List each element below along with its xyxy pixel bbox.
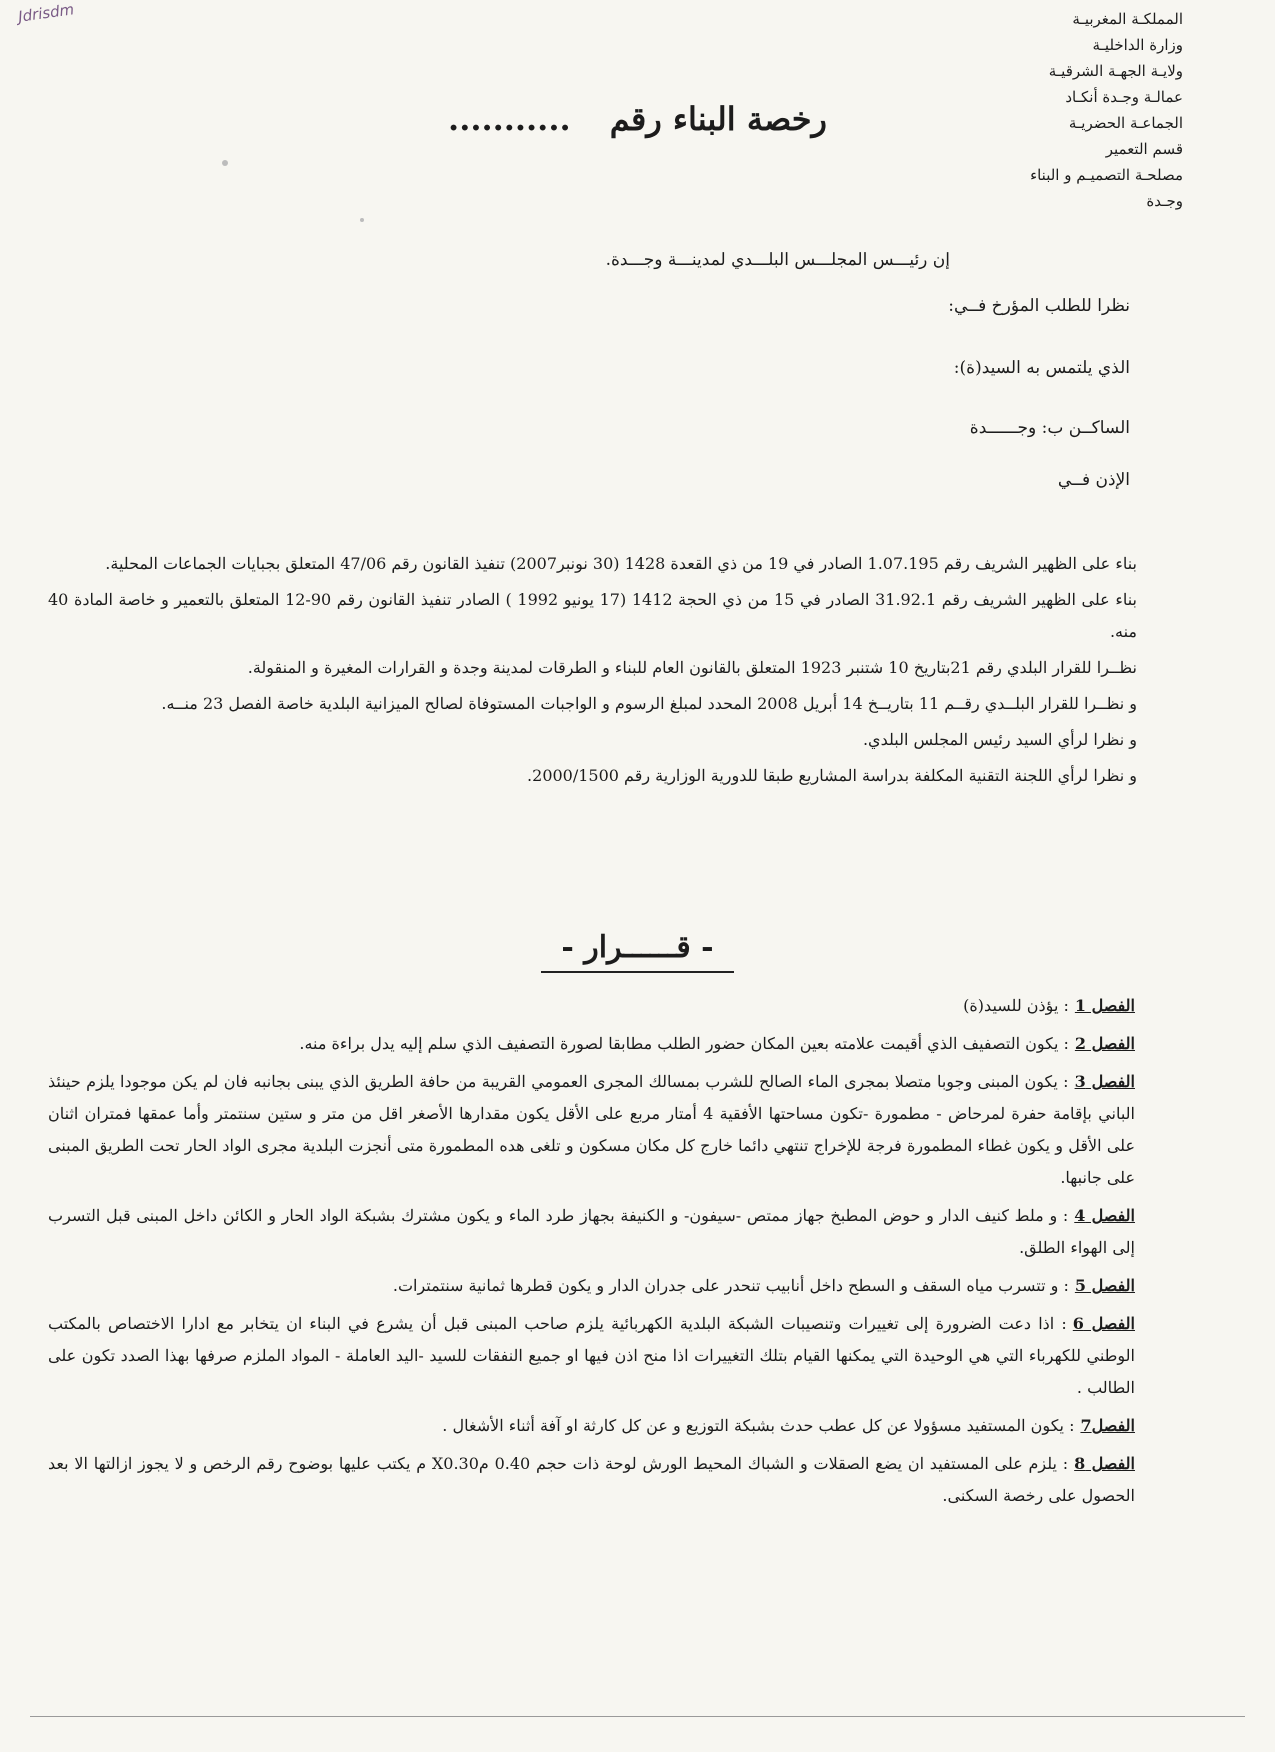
- article-paragraph: [48, 1028, 1135, 1060]
- document-title: [0, 100, 1275, 138]
- article-label: الفصل 4: [1074, 1206, 1135, 1225]
- article-paragraph: [48, 990, 1135, 1022]
- request-date-field: نظرا للطلب المؤرخ فــي:: [948, 296, 1130, 316]
- article-text: : و ملط كنيف الدار و حوض المطبخ جهاز ممتص -سيفون- و الكنيفة بجهاز طرد الماء و يكون مشترك بشبكة الواد الحار و الكائن داخل المبنى قبل التسرب إلى الهواء الطلق.: [48, 1206, 1135, 1257]
- preamble-paragraph: نظــرا للقرار البلدي رقم 21بتاريخ 10 شتنبر 1923 المتعلق بالقانون العام للبناء و الطرقات لمدينة وجدة و القرارات المغيرة و المنقولة.: [247, 658, 1137, 677]
- preamble-paragraph: و نظرا لرأي السيد رئيس المجلس البلدي.: [862, 730, 1137, 749]
- bottom-divider: [30, 1716, 1245, 1717]
- residence-field: الساكــن ب: وجــــــدة: [969, 418, 1130, 438]
- council-president-line: إن رئيـــس المجلـــس البلـــدي لمدينـــة وجـــدة.: [605, 250, 950, 270]
- scan-speck: [222, 160, 228, 166]
- preamble-paragraph: و نظــرا للقرار البلــدي رقــم 11 بتاريــخ 14 أبريل 2008 المحدد لمبلغ الرسوم و الواجبات المستوفاة لصالح الميزانية البلدية خاصة الفصل 23 منــه.: [161, 694, 1137, 713]
- title-text: رخصة البناء رقم: [609, 100, 827, 138]
- article-paragraph: [48, 1410, 1135, 1442]
- header-line: الجماعـة الحضريـة: [1068, 114, 1183, 132]
- article-text: : يكون المستفيد مسؤولا عن كل عطب حدث بشبكة التوزيع و عن كل كارثة او آفة أثناء الأشغال .: [442, 1416, 1075, 1435]
- handwritten-annotation: Jdrisdm: [17, 0, 76, 26]
- preamble-paragraph: بناء على الظهير الشريف رقم 1.07.195 الصادر في 19 من ذي القعدة 1428 (30 نونبر2007) تنفيذ القانون رقم 47/06 المتعلق بجبايات الجماعات المحلية.: [105, 554, 1137, 573]
- article-paragraph: [48, 1270, 1135, 1302]
- article-label: الفصل 6: [1072, 1314, 1135, 1333]
- permit-number-placeholder: ...........: [448, 100, 571, 138]
- legal-preamble: [48, 548, 1137, 796]
- article-label: الفصل 1: [1074, 996, 1135, 1015]
- article-text: : يؤذن للسيد(ة): [963, 996, 1069, 1015]
- header-line: وزارة الداخليـة: [1092, 36, 1183, 54]
- requester-field: الذي يلتمس به السيد(ة):: [953, 358, 1130, 378]
- preamble-paragraph: بناء على الظهير الشريف رقم 31.92.1 الصادر في 15 من ذي الحجة 1412 (17 يونيو 1992 ) الصادر تنفيذ القانون رقم 90-12 المتعلق بالتعمير و خاصة المادة 40 منه.: [48, 590, 1138, 641]
- article-paragraph: [48, 1308, 1135, 1404]
- header-line: قسم التعمير: [1105, 140, 1183, 158]
- preamble-paragraph: و نظرا لرأي اللجنة التقنية المكلفة بدراسة المشاريع طبقا للدورية الوزارية رقم 2000/1500.: [527, 766, 1137, 785]
- header-line: عمالـة وجـدة أنكـاد: [1065, 88, 1183, 106]
- article-text: : و تتسرب مياه السقف و السطح داخل أنابيب تنحدر على جدران الدار و يكون قطرها ثمانية سنتمترات.: [392, 1276, 1069, 1295]
- article-label: الفصل 3: [1074, 1072, 1135, 1091]
- article-label: الفصل 8: [1074, 1454, 1135, 1473]
- scan-speck: [360, 218, 364, 222]
- article-paragraph: [48, 1200, 1135, 1264]
- article-text: : اذا دعت الضرورة إلى تغييرات وتنصيبات الشبكة البلدية الكهربائية يلزم صاحب المبنى قبل أن يشرع في البناء ان يتخابر مع ادارا الاختصاص بالمكتب الوطني للكهرباء التي هي الوحيدة التي يمكنها القيام بتلك التغييرات اذا منح اذن فيها او جميع النفقات للسيد -اليد العاملة - المواد الملزم صرفها بهذا الصدد تكون على الطالب .: [48, 1314, 1135, 1397]
- header-line: مصلحـة التصميـم و البناء: [1030, 166, 1183, 184]
- header-line: المملكـة المغربيـة: [1072, 10, 1183, 28]
- article-text: : يكون التصفيف الذي أقيمت علامته بعين المكان حضور الطلب مطابقا لصورة التصفيف الذي سلم إليه يدل براءة منه.: [299, 1034, 1069, 1053]
- article-paragraph: [48, 1066, 1135, 1194]
- header-line: ولايـة الجهـة الشرقيـة: [1048, 62, 1183, 80]
- article-paragraph: [48, 1448, 1135, 1512]
- decision-heading: [0, 930, 1275, 965]
- article-label: الفصل7: [1080, 1416, 1135, 1435]
- article-label: الفصل 2: [1074, 1034, 1135, 1053]
- article-text: : يلزم على المستفيد ان يضع الصقلات و الشباك المحيط الورش لوحة ذات حجم 0.40 مX0.30 م يكتب عليها بوضوح رقم الرخص و لا يجوز ازالتها الا بعد الحصول على رخصة السكنى.: [48, 1454, 1135, 1505]
- article-label: الفصل 5: [1074, 1276, 1135, 1295]
- decision-heading-text: - قــــــرار -: [541, 930, 733, 973]
- article-text: : يكون المبنى وجوبا متصلا بمجرى الماء الصالح للشرب بمسالك المجرى العمومي القريبة من حافة الطريق الذي يبنى بجانبه فان لم يكن موجودا يلزم حينئذ الباني بإقامة حفرة لمرحاض - مطمورة -تكون مساحتها الأفقية 4 أمتار مربع على الأقل يكون مقدارها الأصغر اقل من متر و ستين سنتمتر وأما عمقها فمتران اثنان على الأقل و يكون غطاء المطمورة فرجة للإخراج تنتهي دائما خارج كل مكان مسكون و تلغى هده المطمورة متى أنجزت البلدية مجرى الواد الحار تحت الطريق المبنى على جانبها.: [48, 1072, 1136, 1187]
- permission-field: الإذن فــي: [1057, 470, 1130, 490]
- decision-articles: [48, 990, 1135, 1518]
- header-line: وجـدة: [1146, 192, 1183, 210]
